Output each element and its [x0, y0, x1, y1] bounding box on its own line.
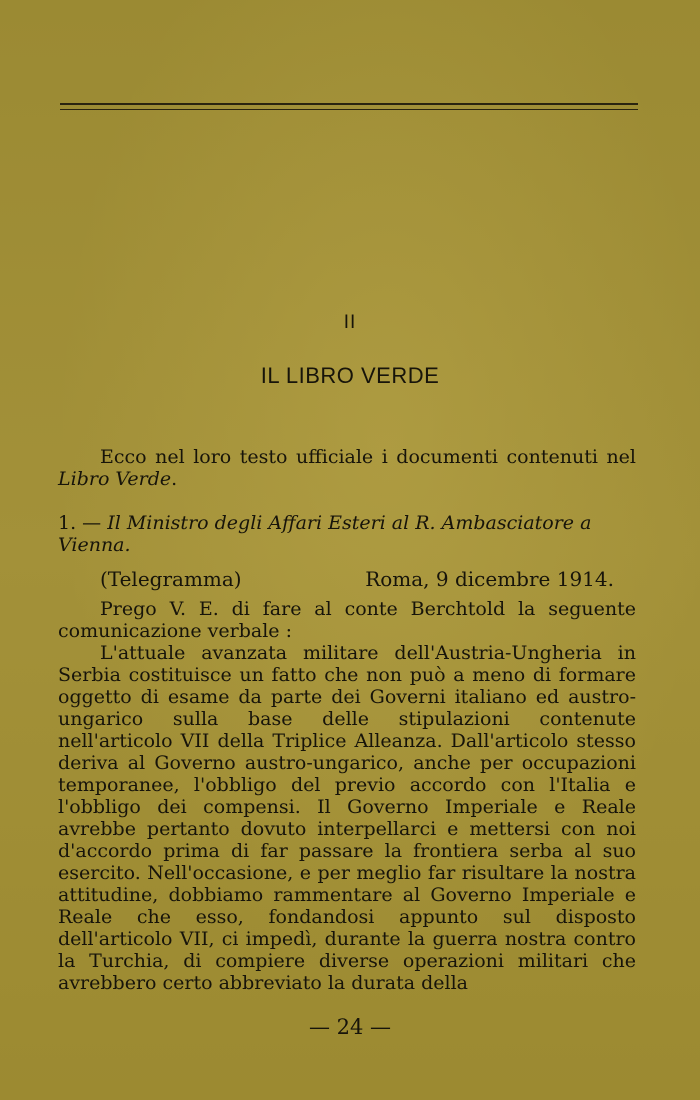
header-rule-thick: [60, 103, 638, 105]
dateline: [100, 567, 614, 591]
body-paragraph-2: L'attuale avanzata militare dell'Austria-Ungheria in Serbia costituisce un fatto che non può a meno di formare oggetto di esame da parte dei Governi italiano ed austro-ungarico sulla base delle stipulazioni contenute nell'articolo VII della Triplice Alleanza. Dall'articolo stesso deriva al Governo austro-ungarico, anche per occupazioni temporanee, l'obbligo del previo accordo con l'Italia e l'obbligo dei compensi. Il Governo Imperiale e Reale avrebbe pertanto dovuto interpellarci e mettersi con noi d'accordo prima di far passare la frontiera serba al suo esercito. Nell'occasione, e per meglio far risultare la nostra attitudine, dobbiamo rammentare al Governo Imperiale e Reale che esso, fondandosi appunto sul disposto dell'articolo VII, ci impedì, durante la guerra nostra contro la Turchia, di compiere diverse operazioni militari che avrebbero certo abbreviato la durata della: [58, 642, 636, 994]
place-date: Roma, 9 dicembre 1914.: [365, 567, 614, 591]
intro-paragraph: [58, 446, 636, 490]
body-text: [58, 598, 636, 994]
chapter-number: II: [343, 312, 357, 333]
intro-end: .: [171, 468, 178, 490]
document-title: Il Ministro degli Affari Esteri al R. Ambasciatore a Vienna.: [58, 512, 592, 556]
telegram-label: (Telegramma): [100, 567, 242, 591]
body-paragraph-1: Prego V. E. di fare al conte Berchtold la seguente comunicazione verbale :: [58, 598, 636, 642]
page-number: — 24 —: [308, 1015, 392, 1039]
intro-italic-title: Libro Verde: [58, 468, 172, 490]
chapter-title: IL LIBRO VERDE: [260, 363, 440, 388]
intro-lead: Ecco nel loro testo ufficiale i documenti contenuti nel: [100, 446, 636, 468]
document-number: 1. —: [58, 512, 108, 534]
document-heading: [58, 512, 636, 556]
header-rule-thin: [60, 109, 638, 110]
